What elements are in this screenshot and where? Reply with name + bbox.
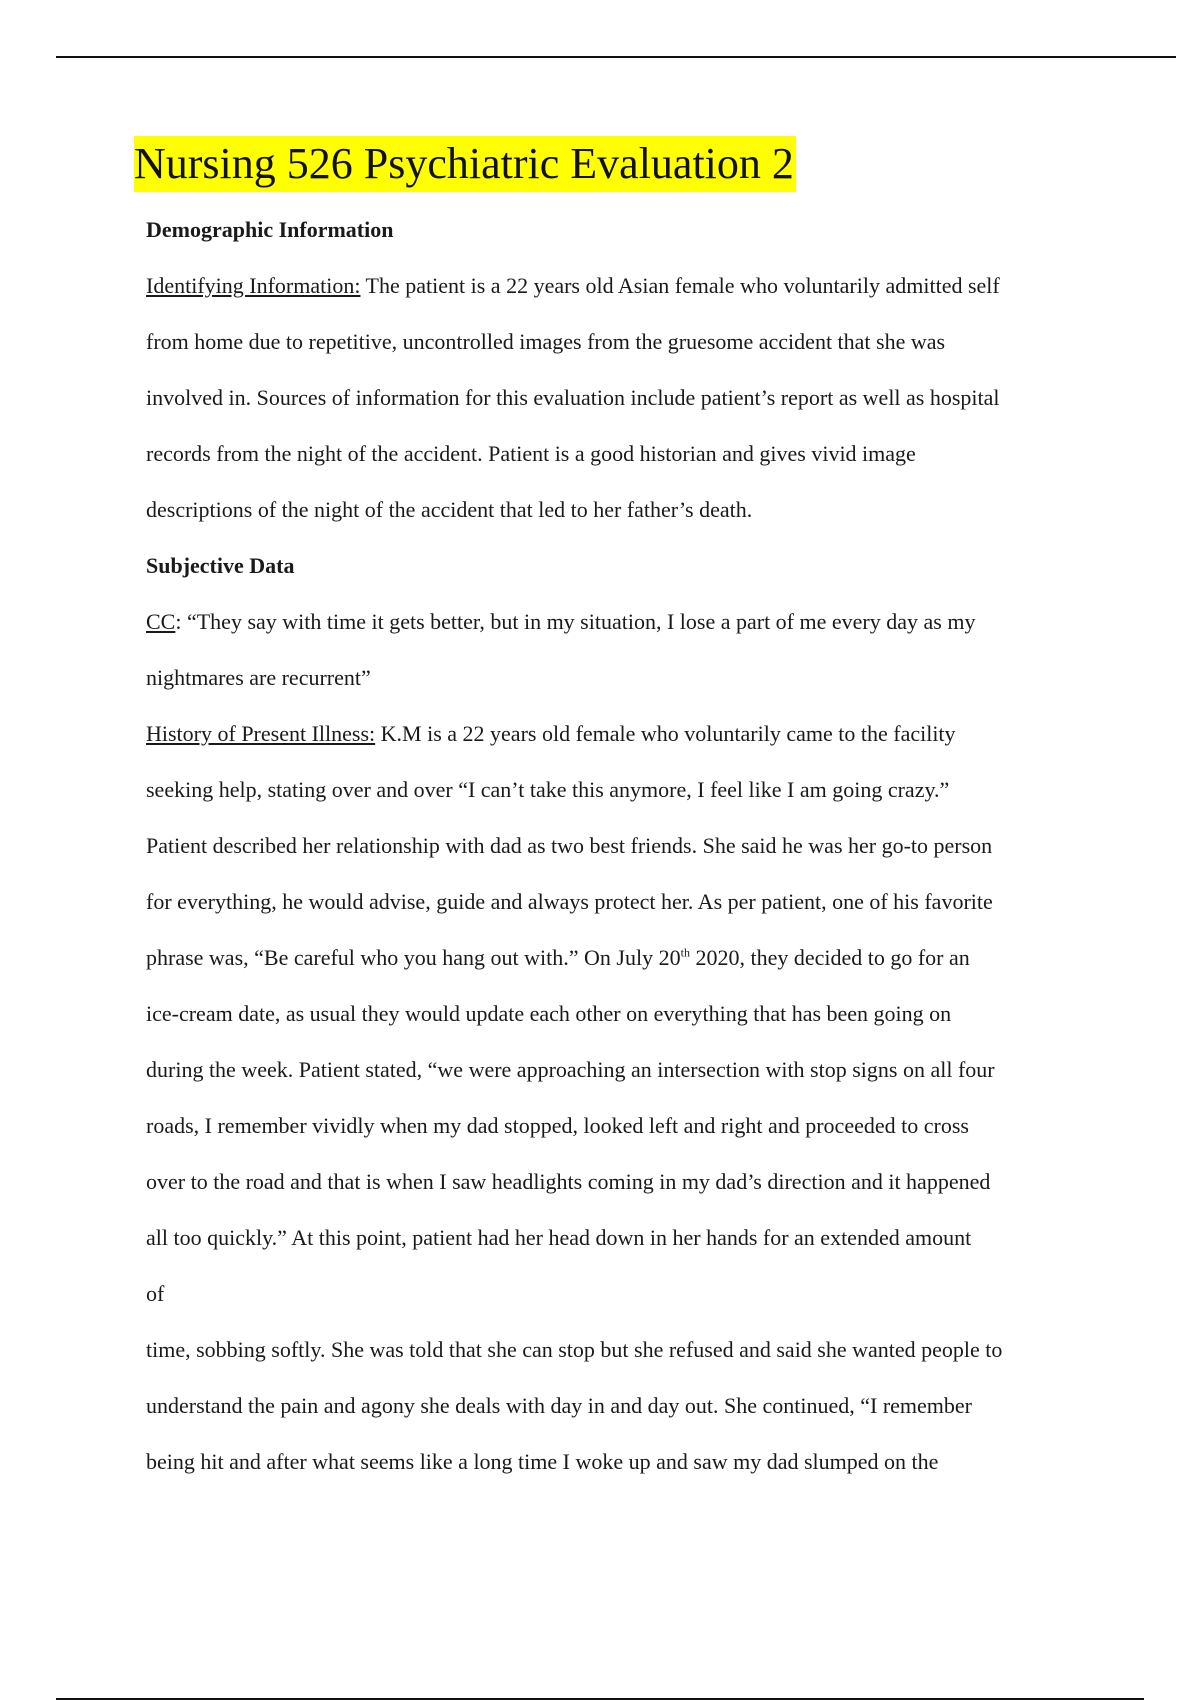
body-line: nightmares are recurrent” (146, 665, 371, 690)
cc-label: CC (146, 609, 176, 634)
body-line: all too quickly.” At this point, patient had her head down in her hands for an extended amount (146, 1225, 972, 1250)
body-line: ice-cream date, as usual they would update each other on everything that has been going on (146, 1001, 952, 1026)
body-line (146, 266, 1096, 322)
body-line: being hit and after what seems like a long time I woke up and saw my dad slumped on the (146, 1449, 939, 1474)
identifying-info-label: Identifying Information: (146, 273, 361, 298)
top-rule (56, 56, 1176, 58)
body-text: phrase was, “Be careful who you hang out with.” On July 20 (146, 945, 681, 970)
body-text: K.M is a 22 years old female who voluntarily came to the facility (375, 721, 956, 746)
body-text: : “They say with time it gets better, but in my situation, I lose a part of me every day as my (175, 609, 976, 634)
body-line: understand the pain and agony she deals with day in and day out. She continued, “I remember (146, 1393, 972, 1418)
document-title: Nursing 526 Psychiatric Evaluation 2 (134, 136, 796, 192)
hpi-label: History of Present Illness: (146, 721, 376, 746)
body-text: The patient is a 22 years old Asian female who voluntarily admitted self (360, 273, 1000, 298)
body-line: time, sobbing softly. She was told that she can stop but she refused and said she wanted people to (146, 1337, 1003, 1362)
title-block (134, 136, 796, 192)
body-line: involved in. Sources of information for this evaluation include patient’s report as well as hospital (146, 385, 1000, 410)
body-line: for everything, he would advise, guide and always protect her. As per patient, one of his favorite (146, 889, 993, 914)
section-heading-demographic: Demographic Information (146, 217, 394, 242)
body-line: roads, I remember vividly when my dad stopped, looked left and right and proceeded to cross (146, 1113, 969, 1138)
body-line: records from the night of the accident. Patient is a good historian and gives vivid image (146, 441, 916, 466)
body-text: 2020, they decided to go for an (689, 945, 970, 970)
body-line: Patient described her relationship with dad as two best friends. She said he was her go-to person (146, 833, 993, 858)
body-line (146, 938, 1096, 994)
body-line: of (146, 1281, 165, 1306)
body-line (146, 602, 1096, 658)
ordinal-suffix: th (680, 945, 690, 960)
section-heading-subjective: Subjective Data (146, 553, 295, 578)
body-line: seeking help, stating over and over “I can’t take this anymore, I feel like I am going crazy.” (146, 777, 950, 802)
document-body (146, 210, 1096, 1498)
body-line: descriptions of the night of the accident that led to her father’s death. (146, 497, 753, 522)
body-line: during the week. Patient stated, “we were approaching an intersection with stop signs on all four (146, 1057, 995, 1082)
body-line: over to the road and that is when I saw headlights coming in my dad’s direction and it happened (146, 1169, 991, 1194)
body-line: from home due to repetitive, uncontrolled images from the gruesome accident that she was (146, 329, 946, 354)
body-line (146, 714, 1096, 770)
